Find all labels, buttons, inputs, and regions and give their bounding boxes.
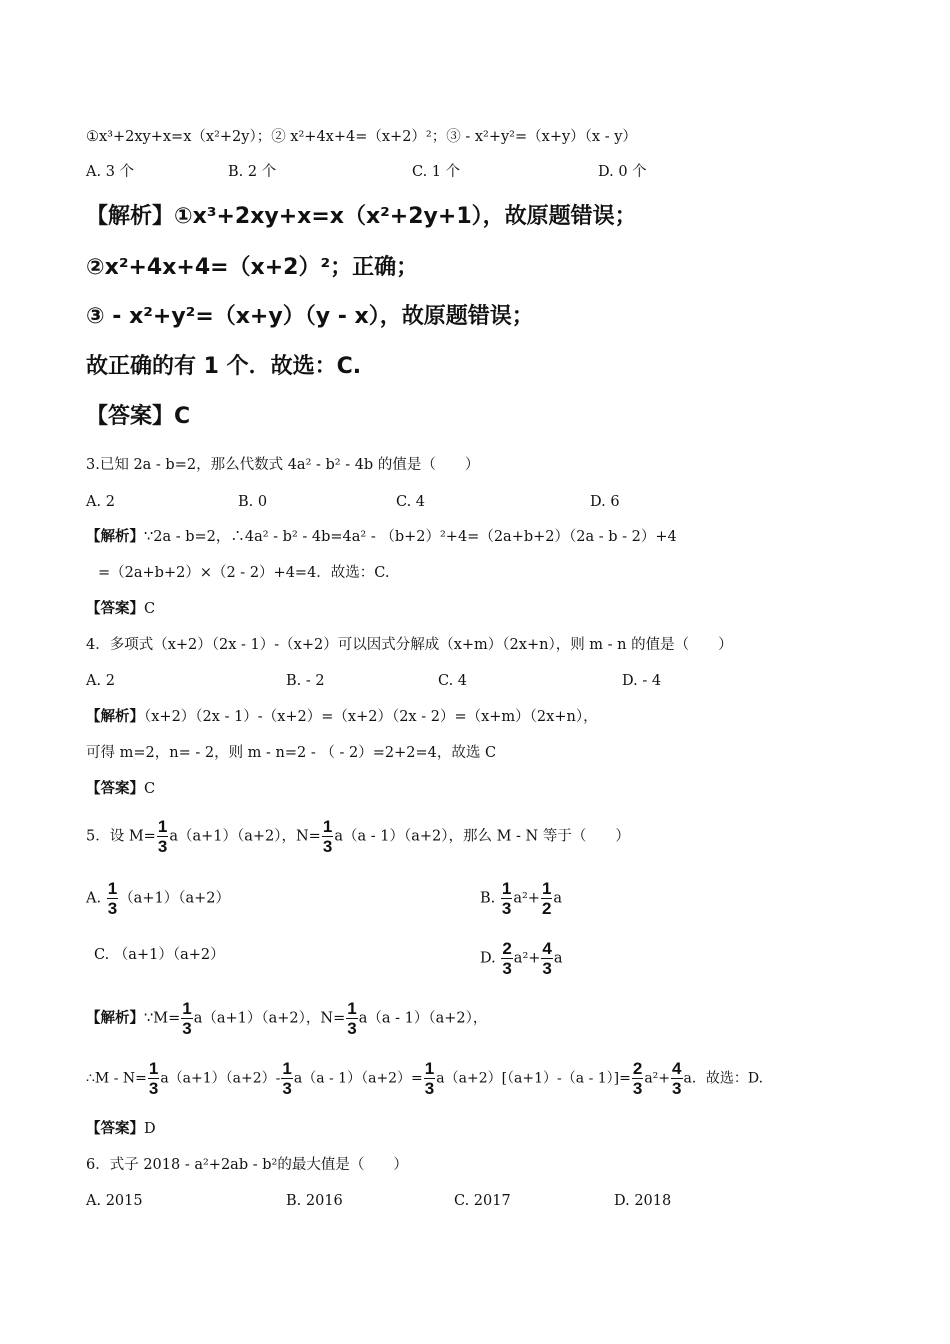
q4-answer-tag: 【答案】 <box>86 780 144 797</box>
q6-option-a: A. 2015 <box>86 1193 143 1209</box>
q5-option-b-frac-2 <box>541 880 552 917</box>
q3-analysis-line-1 <box>86 530 677 545</box>
q3-stem: 3.已知 2a - b=2，那么代数式 4a² - b² - 4b 的值是（ ） <box>86 457 480 473</box>
q5-an1-frac-2 <box>346 1000 357 1037</box>
q5-an2-frac-1 <box>148 1060 159 1097</box>
q3-option-a: A. 2 <box>86 494 115 510</box>
q3-answer-tag: 【答案】 <box>86 600 144 617</box>
q6-option-c: C. 2017 <box>454 1193 511 1209</box>
q3-option-c: C. 4 <box>396 494 426 510</box>
q2-analysis-line-2: ②x²+4x+4=（x+2）²；正确； <box>86 255 419 280</box>
q5-answer-value: D <box>144 1121 156 1137</box>
q3-analysis-text-1: ∵2a - b=2，∴4a² - b² - 4b=4a² - （b+2）²+4=（2a+b+2）（2a - b - 2）+4 <box>144 529 677 545</box>
q5-option-b-frac-1 <box>501 880 512 917</box>
q5-an2-a: a（a+1）（a+2）- <box>160 1070 281 1087</box>
q5-analysis-line-2 <box>86 1060 763 1097</box>
q2-option-c: C. 1 个 <box>412 164 461 180</box>
q3-answer-value: C <box>144 601 156 617</box>
frac-denominator: 2 <box>541 899 552 918</box>
q3-option-d: D. 6 <box>590 494 620 510</box>
q5-option-d-mid: a²+ <box>513 950 541 967</box>
q4-analysis-line-2: 可得 m=2，n= - 2，则 m - n=2 - （ - 2）=2+2=4，故选 C <box>86 745 497 761</box>
frac-denominator: 3 <box>322 837 333 856</box>
frac-numerator: 2 <box>502 939 512 958</box>
q2-stem: ①x³+2xy+x=x（x²+2y）；② x²+4x+4=（x+2）²；③ - x²+y²=（x+y）（x - y） <box>86 129 637 145</box>
q5-stem-prefix: 5．设 M= <box>86 828 156 845</box>
q5-option-b-label: B. <box>480 890 496 907</box>
q5-an2-b: a（a - 1）（a+2）= <box>293 1070 423 1087</box>
q3-analysis-line-2: =（2a+b+2）×（2 - 2）+4=4．故选：C. <box>98 565 390 581</box>
q5-option-d-frac-2 <box>541 940 552 977</box>
q4-analysis-line-1 <box>86 710 598 725</box>
q5-an2-frac-3 <box>424 1060 435 1097</box>
q4-option-d: D. - 4 <box>622 673 662 689</box>
q5-option-b-rest: a <box>553 890 563 907</box>
q5-option-b <box>480 880 562 917</box>
q2-analysis-line-4: 故正确的有 1 个．故选：C. <box>86 354 362 379</box>
q5-stem-frac-m <box>157 818 168 855</box>
q5-an2-d: a²+ <box>644 1070 671 1087</box>
q5-analysis-line-1 <box>86 1000 487 1037</box>
frac-denominator: 3 <box>542 959 552 978</box>
q5-stem-frac-n <box>322 818 333 855</box>
q5-option-a <box>86 880 230 917</box>
q5-stem <box>86 818 630 855</box>
frac-numerator: 2 <box>632 1059 643 1078</box>
q5-an2-c: a（a+2）[（a+1）-（a - 1）]= <box>436 1070 631 1087</box>
q5-an2-e: a．故选：D. <box>683 1070 764 1087</box>
q5-option-d-rest: a <box>553 950 563 967</box>
frac-numerator: 1 <box>157 817 168 836</box>
frac-denominator: 3 <box>157 837 168 856</box>
q5-analysis-tag: 【解析】 <box>86 1009 144 1027</box>
q3-answer <box>86 602 155 617</box>
q3-analysis-tag: 【解析】 <box>86 528 144 545</box>
q5-an2-pre: ∴M - N= <box>86 1070 147 1087</box>
frac-numerator: 4 <box>672 1059 682 1078</box>
q2-answer: 【答案】C <box>86 404 191 429</box>
q5-an1-mid: a（a+1）（a+2），N= <box>193 1010 346 1027</box>
frac-numerator: 1 <box>282 1059 292 1078</box>
q3-option-b: B. 0 <box>238 494 268 510</box>
q5-an2-frac-5 <box>671 1060 682 1097</box>
q5-an1-rest: a（a - 1）（a+2）， <box>358 1010 488 1027</box>
frac-denominator: 3 <box>672 1079 682 1098</box>
frac-denominator: 3 <box>424 1079 435 1098</box>
q2-analysis-line-1: 【解析】①x³+2xy+x=x（x²+2y+1），故原题错误； <box>86 204 637 229</box>
q5-an2-frac-4 <box>632 1060 643 1097</box>
q6-stem: 6．式子 2018 - a²+2ab - b²的最大值是（ ） <box>86 1157 408 1173</box>
q5-option-b-mid: a²+ <box>513 890 540 907</box>
q4-stem: 4．多项式（x+2）（2x - 1）-（x+2）可以因式分解成（x+m）（2x+n），则 m - n 的值是（ ） <box>86 637 733 653</box>
q2-analysis-line-3: ③ - x²+y²=（x+y）（y - x），故原题错误； <box>86 304 534 329</box>
frac-numerator: 1 <box>347 999 357 1018</box>
frac-denominator: 3 <box>501 899 512 918</box>
q4-option-b: B. - 2 <box>286 673 325 689</box>
q5-stem-m-rest: a（a+1）（a+2），N= <box>169 828 321 845</box>
q2-option-a: A. 3 个 <box>86 164 135 180</box>
frac-numerator: 4 <box>542 939 552 958</box>
q4-answer-value: C <box>144 781 156 797</box>
frac-denominator: 3 <box>182 1019 192 1038</box>
q5-option-d-label: D. <box>480 950 496 967</box>
q4-option-a: A. 2 <box>86 673 115 689</box>
q4-analysis-tag: 【解析】 <box>86 708 144 725</box>
q6-option-d: D. 2018 <box>614 1193 672 1209</box>
q4-analysis-text-1: （x+2）（2x - 1）-（x+2）=（x+2）（2x - 2）=（x+m）（2x+n）， <box>144 709 598 725</box>
frac-denominator: 3 <box>347 1019 357 1038</box>
q5-option-a-frac <box>107 880 118 917</box>
q5-option-c: C. （a+1）（a+2） <box>94 947 225 963</box>
frac-denominator: 3 <box>107 899 118 918</box>
q5-option-d-frac-1 <box>501 940 512 977</box>
q2-option-d: D. 0 个 <box>598 164 647 180</box>
q4-answer <box>86 782 155 797</box>
frac-denominator: 3 <box>282 1079 292 1098</box>
frac-numerator: 1 <box>148 1059 159 1078</box>
frac-numerator: 1 <box>424 1059 435 1078</box>
frac-denominator: 3 <box>148 1079 159 1098</box>
frac-numerator: 1 <box>501 879 512 898</box>
frac-numerator: 1 <box>322 817 333 836</box>
q5-stem-n-rest: a（a - 1）（a+2），那么 M - N 等于（ ） <box>334 828 630 845</box>
q5-answer-tag: 【答案】 <box>86 1120 144 1137</box>
q5-an1-frac-1 <box>181 1000 192 1037</box>
frac-numerator: 1 <box>541 879 552 898</box>
frac-numerator: 1 <box>182 999 192 1018</box>
q5-an1-pre: ∵M= <box>144 1010 181 1027</box>
q5-an2-frac-2 <box>281 1060 292 1097</box>
q5-option-a-rest: （a+1）（a+2） <box>119 890 230 907</box>
frac-numerator: 1 <box>107 879 118 898</box>
q6-option-b: B. 2016 <box>286 1193 343 1209</box>
frac-denominator: 3 <box>632 1079 643 1098</box>
q4-option-c: C. 4 <box>438 673 468 689</box>
q5-option-d <box>480 940 563 977</box>
q5-answer <box>86 1122 156 1137</box>
frac-denominator: 3 <box>502 959 512 978</box>
q5-option-a-label: A. <box>86 890 102 907</box>
q2-option-b: B. 2 个 <box>228 164 277 180</box>
